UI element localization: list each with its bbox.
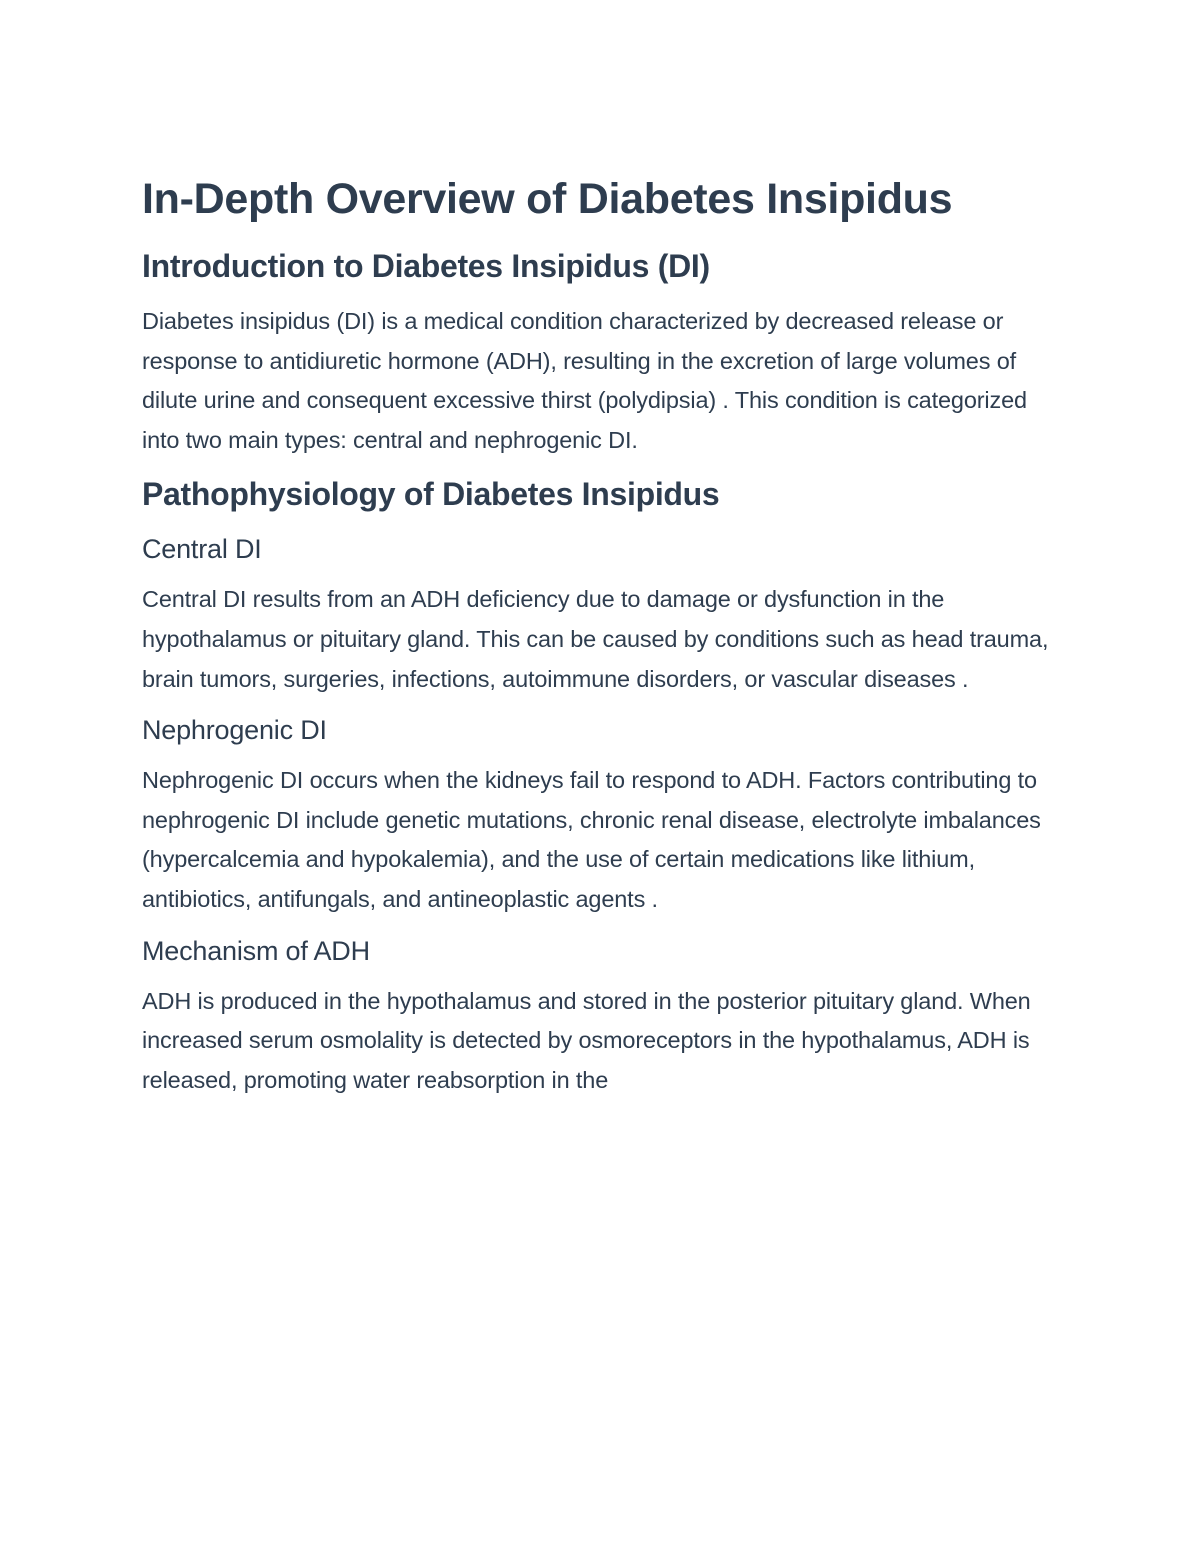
subsection-paragraph-mechanism-adh: ADH is produced in the hypothalamus and stored in the posterior pituitary gland. When increased serum osmolality is detected by osmoreceptors in the hypothalamus, ADH is released, promoting water reabsorption in the [142,987,1031,1093]
subsection-heading-mechanism-adh: Mechanism of ADH [142,935,370,966]
document-page [142,168,1067,1112]
subsection-heading-nephrogenic-di: Nephrogenic DI [142,715,327,746]
document-title: In-Depth Overview of Diabetes Insipidus [142,175,953,223]
subsection-heading-central-di: Central DI [142,534,262,565]
section-heading-pathophysiology: Pathophysiology of Diabetes Insipidus [142,476,720,513]
subsection-paragraph-nephrogenic-di: Nephrogenic DI occurs when the kidneys fail to respond to ADH. Factors contributing to nephrogenic DI include genetic mutations, chronic renal disease, electrolyte imbalances (hypercalcemia and hypokalemia), and the use of certain medications like lithium, antibiotics, antifungals, and antineoplastic agents . [142,767,1041,912]
section-heading-introduction: Introduction to Diabetes Insipidus (DI) [142,248,710,284]
section-paragraph-introduction: Diabetes insipidus (DI) is a medical condition characterized by decreased release or response to antidiuretic hormone (ADH), resulting in the excretion of large volumes of dilute urine and consequent excessive thirst (polydipsia) . This condition is categorized into two main types: central and nephrogenic DI. [142,308,1027,453]
subsection-paragraph-central-di: Central DI results from an ADH deficiency due to damage or dysfunction in the hypothalamus or pituitary gland. This can be caused by conditions such as head trauma, brain tumors, surgeries, infections, autoimmune disorders, or vascular diseases . [142,586,1049,692]
